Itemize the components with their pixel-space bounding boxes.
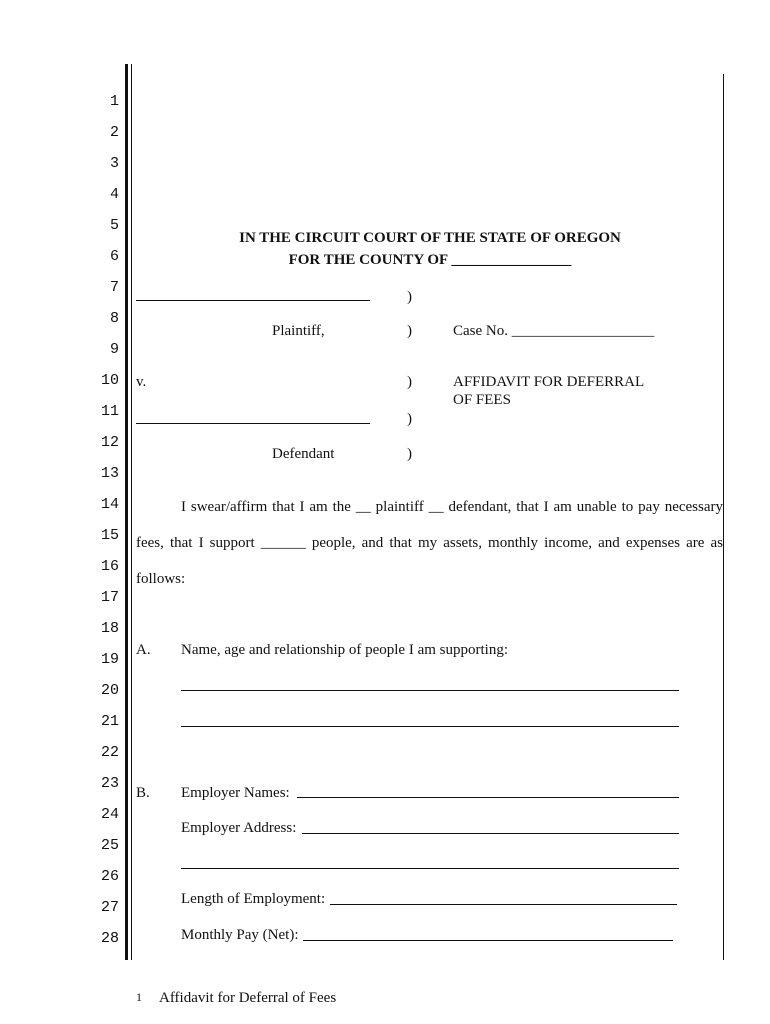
line-number: 22: [100, 744, 119, 761]
line-number: 11: [100, 403, 119, 420]
line-number: 19: [100, 651, 119, 668]
line-number: 12: [100, 434, 119, 451]
line-number: 10: [100, 372, 119, 389]
court-heading: IN THE CIRCUIT COURT OF THE STATE OF OREGON: [239, 230, 621, 246]
dependents-entry-line[interactable]: [181, 690, 679, 691]
line-number: 8: [109, 310, 119, 327]
employer-address-label: Employer Address:: [181, 820, 297, 836]
line-number: 24: [100, 806, 119, 823]
line-number: 21: [100, 713, 119, 730]
affidavit-statement-line1: I swear/affirm that I am the __ plaintiff __ defendant, that I am unable to pay necessary: [181, 499, 723, 515]
section-b-letter: B.: [136, 785, 150, 801]
length-of-employment-label: Length of Employment:: [181, 891, 326, 907]
case-number-field[interactable]: Case No. ___________________: [453, 323, 655, 339]
line-number: 5: [109, 217, 119, 234]
line-number: 7: [109, 279, 119, 296]
caption-parenthesis: ): [407, 374, 412, 390]
caption-parenthesis: ): [407, 411, 412, 427]
line-number: 16: [100, 558, 119, 575]
dependents-entry-line[interactable]: [181, 726, 679, 727]
defendant-name-line[interactable]: [136, 423, 370, 424]
length-of-employment-line[interactable]: [330, 904, 677, 905]
line-number: 18: [100, 620, 119, 637]
caption-parenthesis: ): [407, 323, 412, 339]
line-number: 28: [100, 930, 119, 947]
line-number: 2: [109, 124, 119, 141]
line-number: 6: [109, 248, 119, 265]
employer-address-line-2[interactable]: [181, 868, 679, 869]
caption-parenthesis: ): [407, 289, 412, 305]
line-number: 1: [109, 93, 119, 110]
line-number: 20: [100, 682, 119, 699]
line-number: 25: [100, 837, 119, 854]
line-number: 9: [109, 341, 119, 358]
affidavit-statement-line3: follows:: [136, 571, 186, 587]
defendant-label: Defendant: [272, 446, 335, 462]
line-number: 23: [100, 775, 119, 792]
line-number: 27: [100, 899, 119, 916]
county-heading: FOR THE COUNTY OF ________________: [288, 252, 572, 268]
line-number: 3: [109, 155, 119, 172]
left-margin-rule-thick: [125, 64, 128, 960]
employer-address-line[interactable]: [302, 833, 679, 834]
line-number: 17: [100, 589, 119, 606]
section-a-label: Name, age and relationship of people I am supporting:: [181, 642, 508, 658]
caption-parenthesis: ): [407, 446, 412, 462]
versus-label: v.: [136, 374, 147, 390]
plaintiff-label: Plaintiff,: [272, 323, 325, 339]
line-number: 15: [100, 527, 119, 544]
line-number: 4: [109, 186, 119, 203]
document-title-line2: OF FEES: [453, 392, 511, 408]
monthly-pay-line[interactable]: [303, 940, 673, 941]
line-number: 14: [100, 496, 119, 513]
right-margin-rule: [723, 74, 724, 960]
monthly-pay-label: Monthly Pay (Net):: [181, 927, 299, 943]
plaintiff-name-line[interactable]: [136, 300, 370, 301]
employer-names-line[interactable]: [297, 797, 679, 798]
document-title-line1: AFFIDAVIT FOR DEFERRAL: [453, 374, 645, 390]
footer-title: Affidavit for Deferral of Fees: [159, 990, 337, 1006]
line-number: 26: [100, 868, 119, 885]
line-number: 13: [100, 465, 119, 482]
affidavit-statement-line2: fees, that I support ______ people, and that my assets, monthly income, and expenses are as: [136, 535, 723, 551]
section-a-letter: A.: [136, 642, 151, 658]
employer-names-label: Employer Names:: [181, 785, 290, 801]
left-margin-rule-thin: [131, 64, 132, 960]
footer-page-number: 1: [136, 990, 142, 1004]
